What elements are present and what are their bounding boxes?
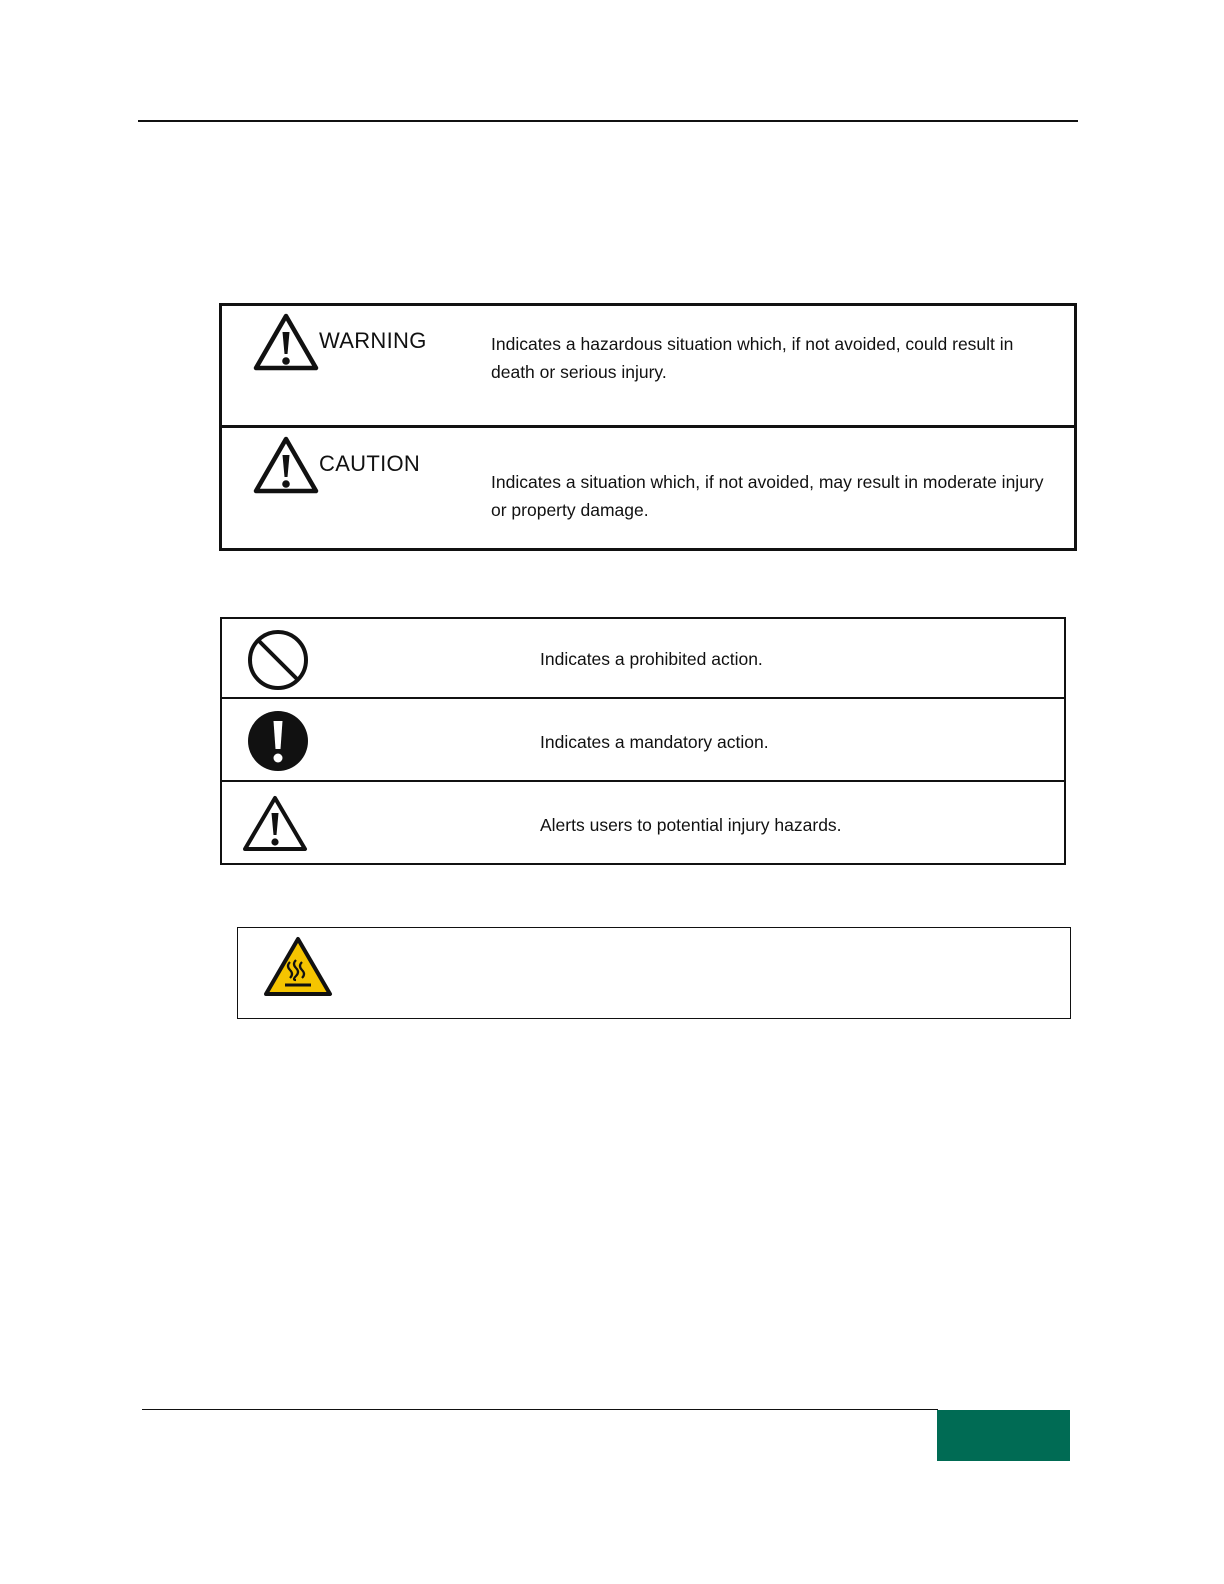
symbol-table [220, 617, 1066, 865]
alert-triangle-icon [242, 795, 308, 853]
symbol-row-alert [222, 782, 1064, 863]
warning-description: Indicates a hazardous situation which, if not avoided, could result in death or serious injury. [491, 334, 1014, 382]
prohibited-description: Indicates a prohibited action. [540, 649, 763, 669]
caution-triangle-icon [253, 435, 319, 495]
mandatory-description: Indicates a mandatory action. [540, 732, 769, 752]
caution-label: CAUTION [319, 451, 421, 476]
signal-row-warning [222, 306, 1074, 428]
caution-description: Indicates a situation which, if not avoided, may result in moderate injury or property damage. [491, 472, 1044, 520]
symbol-row-prohibited [222, 619, 1064, 699]
mandatory-action-icon [246, 709, 310, 773]
footer-rule [142, 1409, 938, 1410]
alert-description: Alerts users to potential injury hazards. [540, 815, 842, 835]
warning-label: WARNING [319, 328, 427, 353]
hot-surface-box [237, 927, 1071, 1019]
warning-triangle-icon [253, 312, 319, 372]
symbol-row-mandatory [222, 699, 1064, 782]
footer-color-block [937, 1410, 1070, 1461]
signal-row-caution [222, 428, 1074, 548]
hot-surface-icon [263, 936, 333, 998]
header-rule [138, 120, 1078, 122]
prohibited-icon [247, 629, 309, 691]
signal-word-table [219, 303, 1077, 551]
